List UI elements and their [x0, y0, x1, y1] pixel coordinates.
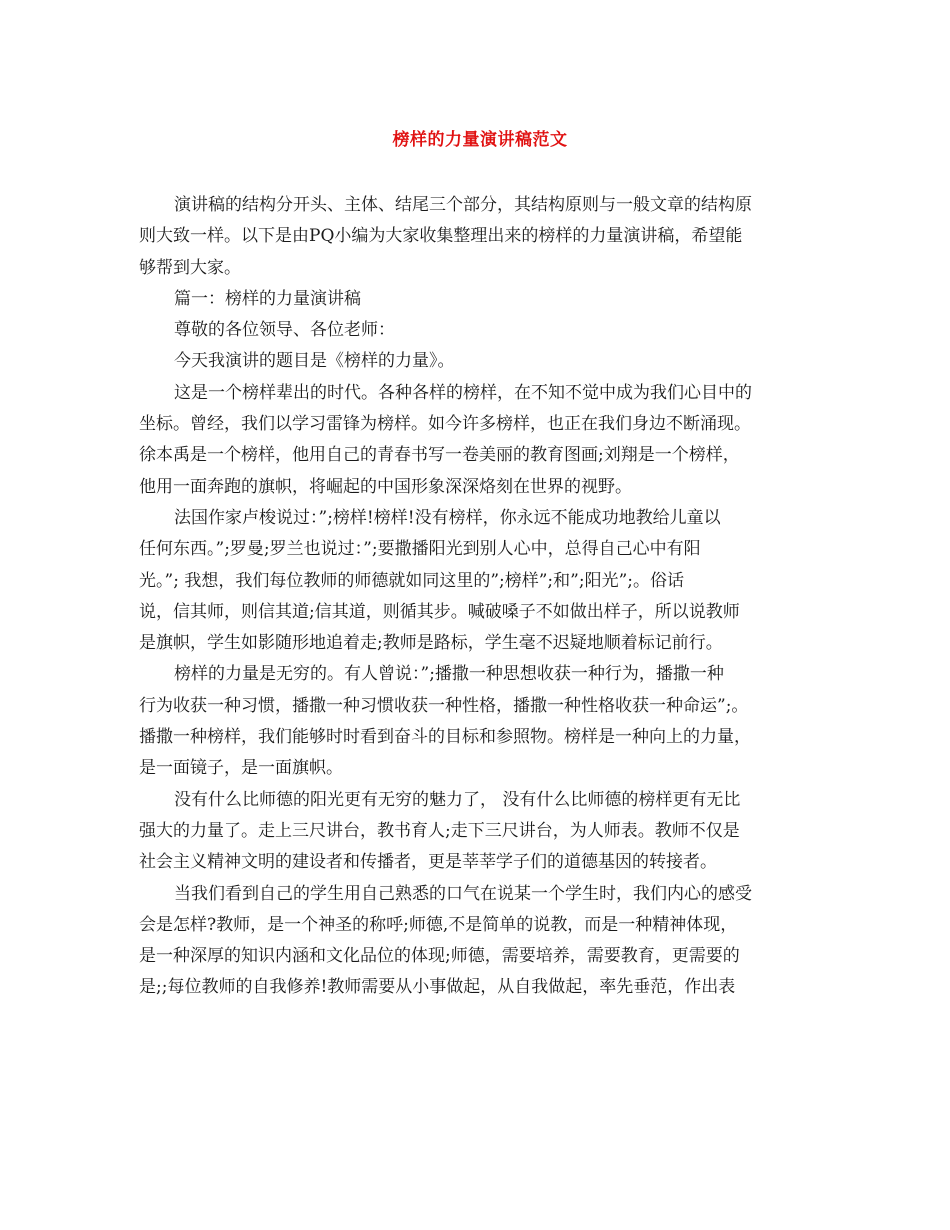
- body-line: 法国作家卢梭说过：”;榜样!榜样!没有榜样，你永远不能成功地教给儿童以: [174, 507, 721, 528]
- body-line: 坐标。曾经，我们以学习雷锋为榜样。如今许多榜样，也正在我们身边不断涌现。: [139, 414, 751, 435]
- body-line: 够帮到大家。: [139, 257, 241, 278]
- body-line: 光。”; 我想，我们每位教师的师德就如同这里的”;榜样”;和”;阳光”;。俗话: [139, 570, 684, 591]
- body-line: 说，信其师，则信其道;信其道，则循其步。喊破嗓子不如做出样子，所以说教师: [139, 601, 740, 622]
- document-title: 榜样的力量演讲稿范文: [392, 130, 568, 150]
- body-line: 是一面镜子，是一面旗帜。: [139, 758, 343, 779]
- body-line: 是一种深厚的知识内涵和文化品位的体现;师德，需要培养，需要教育，更需要的: [139, 946, 740, 967]
- body-line: 篇一：榜样的力量演讲稿: [174, 288, 361, 309]
- body-line: 社会主义精神文明的建设者和传播者，更是莘莘学子们的道德基因的转接者。: [139, 852, 717, 873]
- document-body: [139, 190, 821, 1004]
- body-line: 是;;每位教师的自我修养!教师需要从小事做起，从自我做起，率先垂范，作出表: [139, 977, 736, 998]
- body-line: 这是一个榜样辈出的时代。各种各样的榜样，在不知不觉中成为我们心目中的: [174, 382, 752, 403]
- body-line: 榜样的力量是无穷的。有人曾说：”;播撒一种思想收获一种行为，播撒一种: [174, 664, 724, 685]
- body-line: 任何东西。”;罗曼;罗兰也说过：”;要撒播阳光到别人心中，总得自己心中有阳: [139, 539, 701, 560]
- body-line: 尊敬的各位领导、各位老师：: [174, 320, 395, 341]
- body-line: 是旗帜，学生如影随形地追着走;教师是路标，学生毫不迟疑地顺着标记前行。: [139, 633, 723, 654]
- body-line: 会是怎样?教师，是一个神圣的称呼;师德,不是简单的说教，而是一种精神体现，: [139, 914, 738, 935]
- body-line: 播撒一种榜样，我们能够时时看到奋斗的目标和参照物。榜样是一种向上的力量，: [139, 727, 751, 748]
- body-line: 徐本禹是一个榜样，他用自己的青春书写一卷美丽的教育图画;刘翔是一个榜样，: [139, 445, 740, 466]
- body-line: 当我们看到自己的学生用自己熟悉的口气在说某一个学生时，我们内心的感受: [174, 883, 752, 904]
- body-line: 行为收获一种习惯，播撒一种习惯收获一种性格，播撒一种性格收获一种命运”;。: [139, 695, 749, 716]
- body-line: 则大致一样。以下是由PQ小编为大家收集整理出来的榜样的力量演讲稿，希望能: [139, 226, 743, 247]
- body-line: 没有什么比师德的阳光更有无穷的魅力了， 没有什么比师德的榜样更有无比: [174, 789, 741, 810]
- body-line: 演讲稿的结构分开头、主体、结尾三个部分，其结构原则与一般文章的结构原: [174, 195, 752, 215]
- body-line: 强大的力量了。走上三尺讲台，教书育人;走下三尺讲台，为人师表。教师不仅是: [139, 820, 740, 841]
- body-line: 今天我演讲的题目是《榜样的力量》。: [174, 351, 455, 372]
- body-line: 他用一面奔跑的旗帜，将崛起的中国形象深深烙刻在世界的视野。: [139, 476, 632, 497]
